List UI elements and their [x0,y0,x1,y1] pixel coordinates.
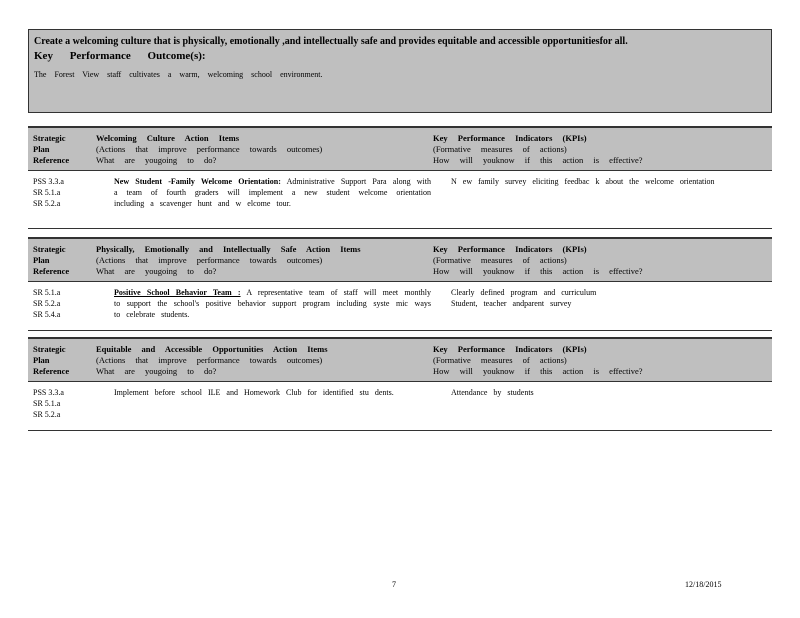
kpi-header-question: How will youknow if this action is effective? [433,266,643,276]
kpi-header [433,344,768,377]
kpi-header-sub: (Formative measures of actions) [433,355,567,365]
action-header-title: Physically, Emotionally and Intellectually Safe Action Items [96,244,361,254]
ref-header-line: Strategic [33,133,66,143]
action-header-title: Welcoming Culture Action Items [96,133,240,143]
ref-list [33,176,93,209]
action-header [96,244,406,277]
ref-header-line: Reference [33,266,70,276]
kpi-text: Student, teacher andparent survey [451,299,572,308]
action-item [96,176,431,209]
kpi-item [433,387,768,398]
ref-header-line: Plan [33,144,50,154]
ref-header-line: Reference [33,366,70,376]
ref-list [33,287,93,320]
kpi-text: Attendance by students [451,388,534,397]
bullet-icon [433,176,451,187]
page-number: 7 [392,580,396,589]
action-header-sub: (Actions that improve performance towards outcomes) [96,255,323,265]
ref-header-line: Plan [33,355,50,365]
kpi-text: Clearly defined program and curriculum [451,288,597,297]
kpi-header [433,133,768,166]
ref-item: SR 5.2.a [33,410,61,419]
section-body [28,171,772,228]
ref-header-line: Reference [33,155,70,165]
kpo-label: Key Performance Outcome(s): [34,50,206,62]
bullet-icon [433,387,451,398]
kpi-header-question: How will youknow if this action is effective? [433,155,643,165]
ref-header [33,244,93,277]
action-item [96,387,396,398]
action-header-question: What are yougoing to do? [96,266,217,276]
bullet-icon [433,298,451,309]
action-text: Implement before school ILE and Homework Club for identified stu dents. [114,388,394,397]
action-header-sub: (Actions that improve performance towards outcomes) [96,355,323,365]
kpi-header-sub: (Formative measures of actions) [433,255,567,265]
kpi-header-title: Key Performance Indicators (KPIs) [433,244,587,254]
kpi-header-question: How will youknow if this action is effective? [433,366,643,376]
section-body [28,282,772,330]
section-header [28,128,772,171]
section-welcoming [28,126,772,229]
ref-item: SR 5.1.a [33,399,61,408]
action-text: A representative team of staff will meet monthly to support the school's positive behavior support program including syste mic ways to celebrate students. [114,288,432,319]
section-header [28,239,772,282]
ref-item: SR 5.1.a [33,188,61,197]
ref-header-line: Plan [33,255,50,265]
ref-header [33,344,93,377]
action-header-title: Equitable and Accessible Opportunities Action Items [96,344,328,354]
ref-list [33,387,93,420]
bullet-icon [96,287,114,320]
kpi-header [433,244,768,277]
kpo-text: The Forest View staff cultivates a warm, welcoming school environment. [34,70,323,79]
bullet-icon [96,387,114,398]
ref-item: PSS 3.3.a [33,177,64,186]
goal-box [28,29,772,113]
kpi-item [433,176,768,187]
bullet-icon [96,176,114,209]
action-item [96,287,431,320]
ref-header-line: Strategic [33,244,66,254]
ref-item: PSS 3.3.a [33,388,64,397]
kpi-header-title: Key Performance Indicators (KPIs) [433,133,587,143]
footer-date: 12/18/2015 [685,580,722,589]
action-header-question: What are yougoing to do? [96,155,217,165]
action-text: Administrative Support Para along with a team of fourth graders will implement a new student welcome orientation including a scavenger hunt and w elcome tour. [114,177,431,208]
kpi-header-title: Key Performance Indicators (KPIs) [433,344,587,354]
ref-item: SR 5.4.a [33,310,61,319]
section-header [28,339,772,382]
goal-title: Create a welcoming culture that is physically, emotionally ,and intellectually safe and provides equitable and accessible opportunitiesfor all. [34,36,628,47]
ref-header [33,133,93,166]
action-lead: Positive School Behavior Team : [114,288,241,297]
kpi-header-sub: (Formative measures of actions) [433,144,567,154]
kpi-item [433,298,768,309]
action-header [96,133,406,166]
ref-item: SR 5.2.a [33,299,61,308]
kpi-list [433,287,768,309]
bullet-icon [433,287,451,298]
action-lead: New Student -Family Welcome Orientation: [114,177,281,186]
section-body [28,382,772,430]
ref-item: SR 5.1.a [33,288,61,297]
action-header-sub: (Actions that improve performance towards outcomes) [96,144,323,154]
kpi-item [433,287,768,298]
action-header [96,344,406,377]
section-safe [28,237,772,331]
ref-header-line: Strategic [33,344,66,354]
section-equitable [28,337,772,431]
kpi-text: N ew family survey eliciting feedbac k about the welcome orientation [451,177,715,186]
ref-item: SR 5.2.a [33,199,61,208]
action-header-question: What are yougoing to do? [96,366,217,376]
